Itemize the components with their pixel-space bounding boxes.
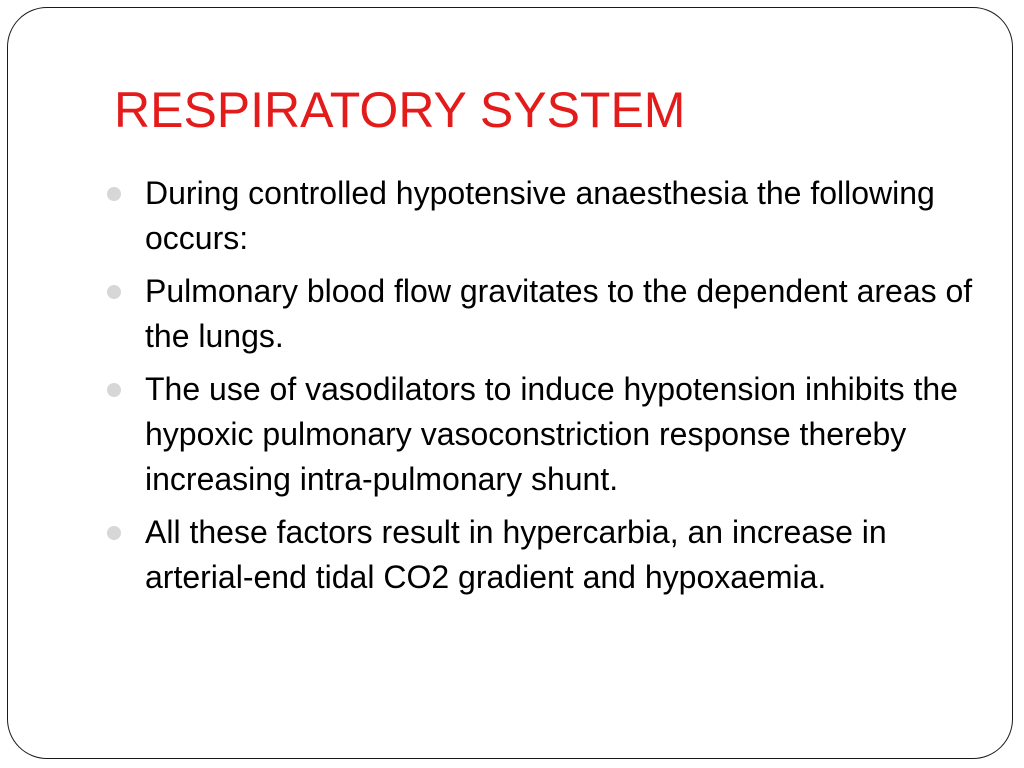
bullet-text: The use of vasodilators to induce hypotension inhibits the hypoxic pulmonary vasoconstriction response thereby increasing intra-pulmonary shunt.	[145, 371, 958, 497]
bullet-item	[104, 269, 974, 359]
slide-title: RESPIRATORY SYSTEM	[114, 82, 686, 138]
bullet-dot-icon	[107, 187, 121, 201]
bullet-item	[104, 171, 974, 261]
bullet-text: All these factors result in hypercarbia, an increase in arterial-end tidal CO2 gradient and hypoxaemia.	[145, 514, 887, 595]
bullet-item	[104, 367, 974, 502]
bullet-dot-icon	[107, 526, 121, 540]
bullet-text: During controlled hypotensive anaesthesia the following occurs:	[145, 175, 935, 256]
bullet-list	[104, 171, 974, 608]
bullet-dot-icon	[107, 285, 121, 299]
bullet-item	[104, 510, 974, 600]
bullet-text: Pulmonary blood flow gravitates to the dependent areas of the lungs.	[145, 273, 973, 354]
bullet-dot-icon	[107, 383, 121, 397]
